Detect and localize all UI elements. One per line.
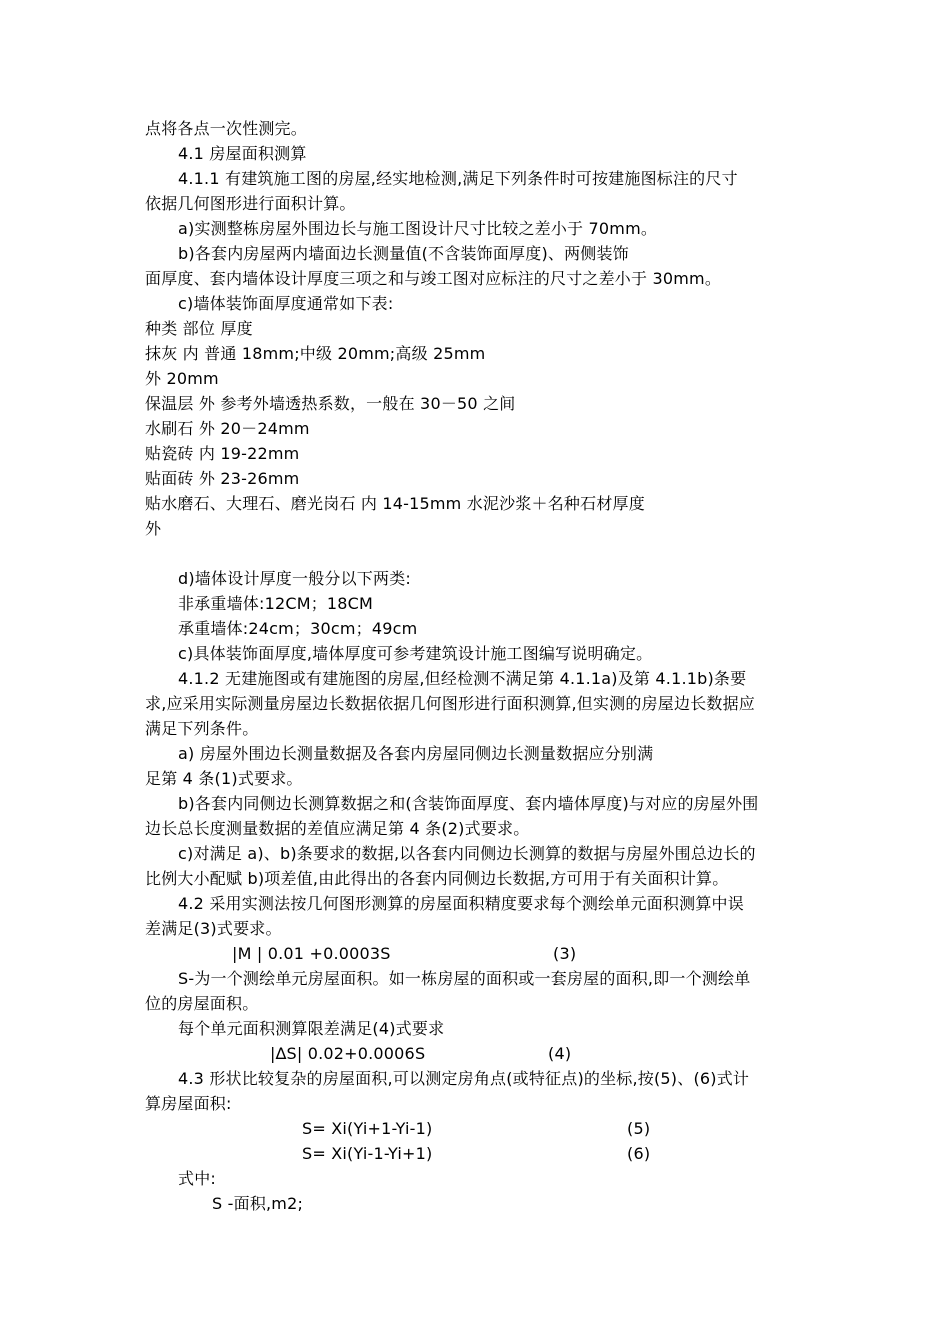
- text-line: a) 房屋外围边长测量数据及各套内房屋同侧边长测量数据应分别满: [178, 744, 654, 763]
- text-line: 承重墙体:24cm；30cm；49cm: [178, 619, 418, 638]
- text-line: 4.3 形状比较复杂的房屋面积,可以测定房角点(或特征点)的坐标,按(5)、(6)式计: [178, 1069, 750, 1088]
- text-line: 足第 4 条(1)式要求。: [145, 769, 303, 788]
- table-line: 保温层 外 参考外墙透热系数，一般在 30－50 之间: [145, 394, 516, 413]
- table-line: 水刷石 外 20－24mm: [145, 419, 310, 438]
- text-line: 边长总长度测量数据的差值应满足第 4 条(2)式要求。: [145, 819, 530, 838]
- formula-number: (4): [548, 1044, 572, 1063]
- text-line: c)具体装饰面厚度,墙体厚度可参考建筑设计施工图编写说明确定。: [178, 644, 653, 663]
- table-line: 贴面砖 外 23-26mm: [145, 469, 300, 488]
- text-line: 依据几何图形进行面积计算。: [145, 194, 356, 213]
- table-line: 外 20mm: [145, 369, 219, 388]
- formula: S= Xi(Yi+1-Yi-1): [302, 1119, 433, 1138]
- text-line: 求,应采用实际测量房屋边长数据依据几何图形进行面积测算,但实测的房屋边长数据应: [145, 694, 755, 713]
- text-line: b)各套内同侧边长测算数据之和(含装饰面厚度、套内墙体厚度)与对应的房屋外围: [178, 794, 759, 813]
- text-line: 比例大小配赋 b)项差值,由此得出的各套内同侧边长数据,方可用于有关面积计算。: [145, 869, 729, 888]
- table-line: 种类 部位 厚度: [145, 319, 253, 338]
- text-line: 4.1.1 有建筑施工图的房屋,经实地检测,满足下列条件时可按建施图标注的尺寸: [178, 169, 738, 188]
- section-heading: 4.1 房屋面积测算: [178, 144, 307, 163]
- text-line: 非承重墙体:12CM；18CM: [178, 594, 374, 613]
- table-line: 抹灰 内 普通 18mm;中级 20mm;高级 25mm: [145, 344, 486, 363]
- table-line: 外: [145, 519, 162, 538]
- text-line: 差满足(3)式要求。: [145, 919, 282, 938]
- text-line: 每个单元面积测算限差满足(4)式要求: [178, 1019, 445, 1038]
- formula: S= Xi(Yi-1-Yi+1): [302, 1144, 433, 1163]
- text-line: 位的房屋面积。: [145, 994, 259, 1013]
- text-line: d)墙体设计厚度一般分以下两类:: [178, 569, 411, 588]
- text-line: 4.2 采用实测法按几何图形测算的房屋面积精度要求每个测绘单元面积测算中误: [178, 894, 744, 913]
- text-line: b)各套内房屋两内墙面边长测量值(不含装饰面厚度)、两侧装饰: [178, 244, 629, 263]
- formula-number: (6): [627, 1144, 651, 1163]
- text-line: 满足下列条件。: [145, 719, 259, 738]
- formula-number: (3): [553, 944, 577, 963]
- text-line: 式中:: [178, 1169, 216, 1188]
- formula: |∆S| 0.02+0.0006S: [270, 1044, 426, 1063]
- text-line: S -面积,m2;: [212, 1194, 304, 1213]
- text-line: c)墙体装饰面厚度通常如下表:: [178, 294, 394, 313]
- table-line: 贴瓷砖 内 19-22mm: [145, 444, 300, 463]
- text-line: 算房屋面积:: [145, 1094, 232, 1113]
- text-line: S-为一个测绘单元房屋面积。如一栋房屋的面积或一套房屋的面积,即一个测绘单: [178, 969, 751, 988]
- text-line: a)实测整栋房屋外围边长与施工图设计尺寸比较之差小于 70mm。: [178, 219, 658, 238]
- text-line: 点将各点一次性测完。: [145, 119, 308, 138]
- formula-number: (5): [627, 1119, 651, 1138]
- text-line: 面厚度、套内墙体设计厚度三项之和与竣工图对应标注的尺寸之差小于 30mm。: [145, 269, 722, 288]
- table-line: 贴水磨石、大理石、磨光岗石 内 14-15mm 水泥沙浆＋名种石材厚度: [145, 494, 645, 513]
- formula: |M | 0.01 +0.0003S: [232, 944, 391, 963]
- text-line: 4.1.2 无建施图或有建施图的房屋,但经检测不满足第 4.1.1a)及第 4.1.1b)条要: [178, 669, 747, 688]
- text-line: c)对满足 a)、b)条要求的数据,以各套内同侧边长测算的数据与房屋外围总边长的: [178, 844, 756, 863]
